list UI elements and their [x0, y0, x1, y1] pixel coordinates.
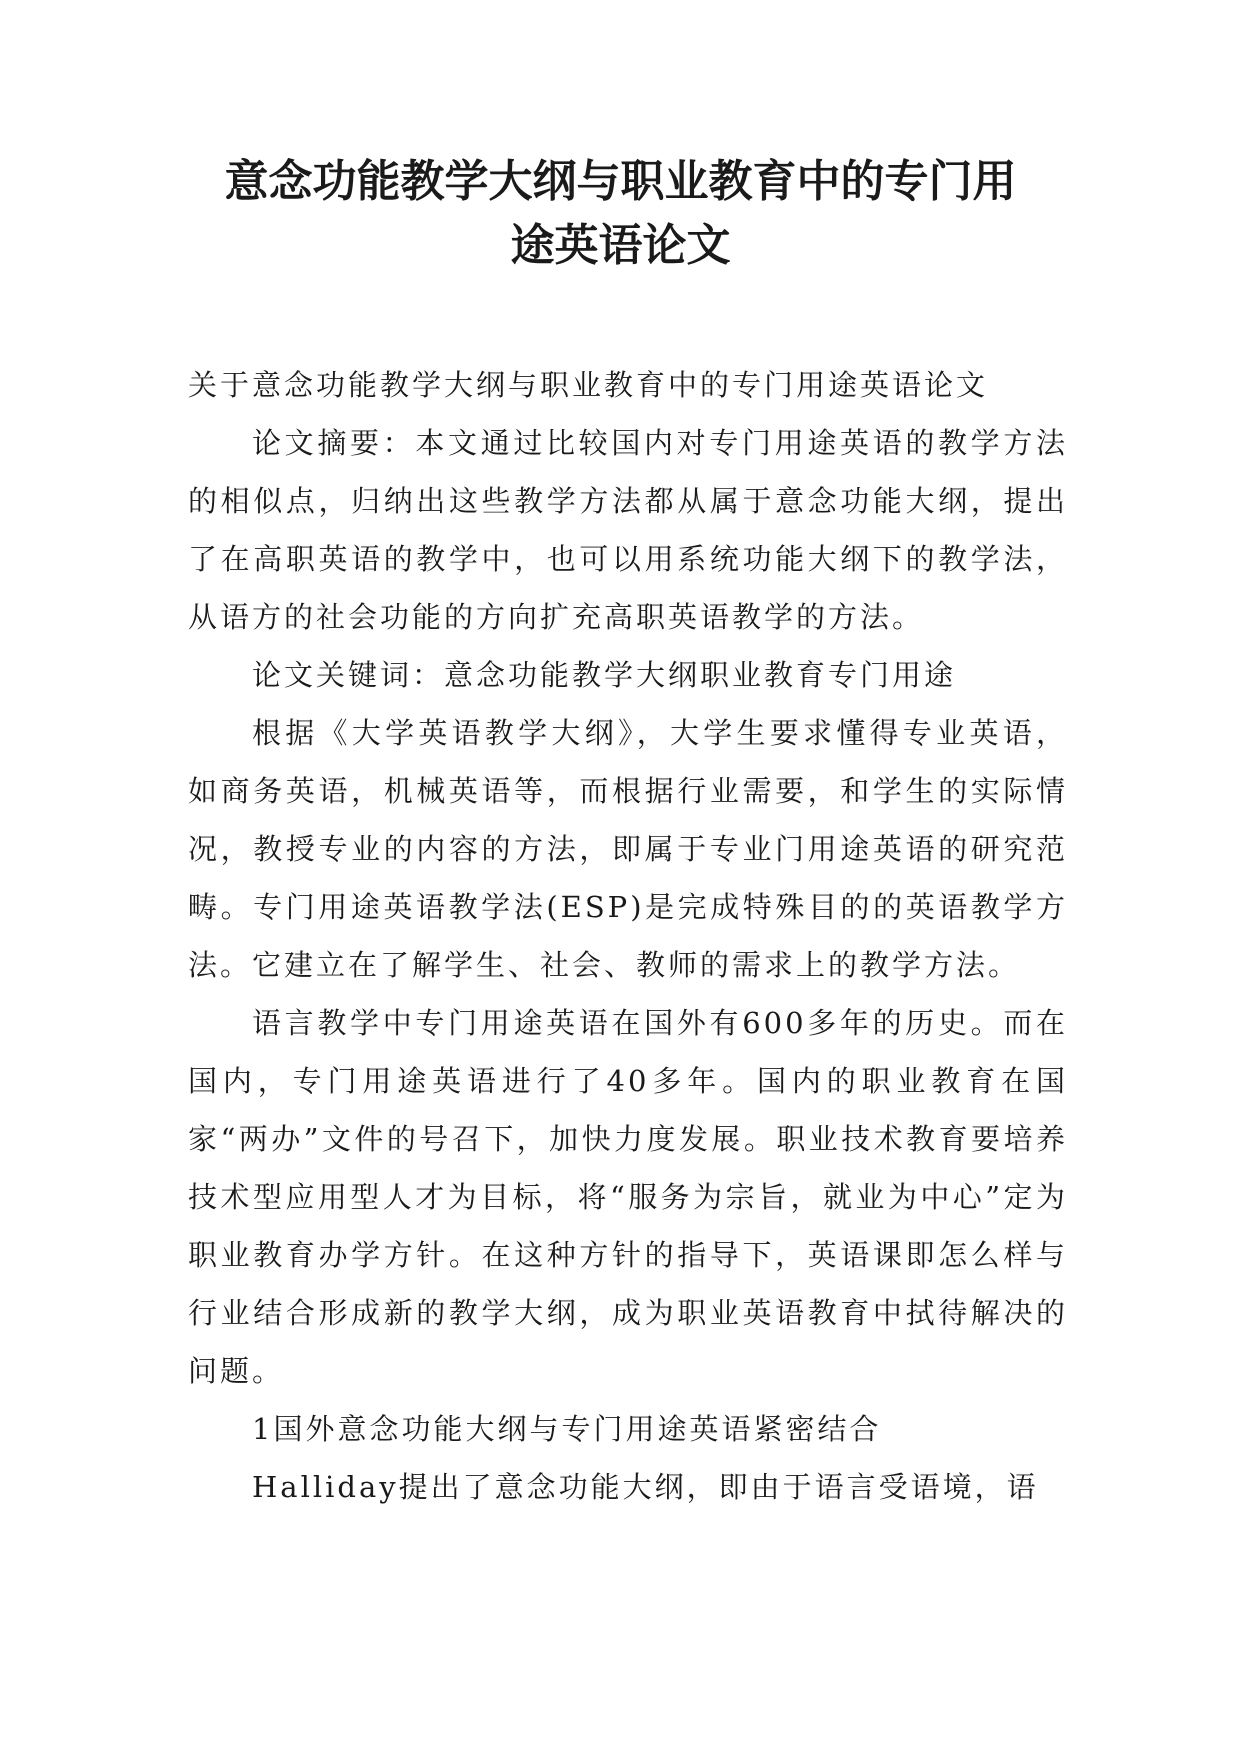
body-paragraph: 根据《大学英语教学大纲》，大学生要求懂得专业英语，如商务英语，机械英语等，而根据行业需要，和学生的实际情况，教授专业的内容的方法，即属于专业门用途英语的研究范畴。专门用途英语教学法(ESP)是完成特殊目的的英语教学方法。它建立在了解学生、社会、教师的需求上的教学方法。: [188, 716, 1068, 982]
keywords-paragraph: 论文关键词：意念功能教学大纲职业教育专门用途: [252, 658, 957, 692]
document-body: [188, 356, 1068, 1516]
paper-heading-paragraph: 关于意念功能教学大纲与职业教育中的专门用途英语论文: [188, 368, 989, 402]
document-title-line-1: 意念功能教学大纲与职业教育中的专门用: [224, 156, 1017, 207]
section-heading: 1国外意念功能大纲与专门用途英语紧密结合: [252, 1412, 882, 1446]
body-paragraph: 语言教学中专门用途英语在国外有600多年的历史。而在国内，专门用途英语进行了40多年。国内的职业教育在国家“两办”文件的号召下，加快力度发展。职业技术教育要培养技术型应用型人才为目标，将“服务为宗旨，就业为中心”定为职业教育办学方针。在这种方针的指导下，英语课即怎么样与行业结合形成新的教学大纲，成为职业英语教育中拭待解决的问题。: [188, 1006, 1068, 1388]
document-title-line-2: 途英语论文: [510, 220, 731, 271]
abstract-paragraph: 论文摘要：本文通过比较国内对专门用途英语的教学方法的相似点，归纳出这些教学方法都从属于意念功能大纲，提出了在高职英语的教学中，也可以用系统功能大纲下的教学法，从语方的社会功能的方向扩充高职英语教学的方法。: [188, 426, 1068, 634]
body-paragraph: Halliday提出了意念功能大纲，即由于语言受语境，语: [252, 1470, 1039, 1504]
